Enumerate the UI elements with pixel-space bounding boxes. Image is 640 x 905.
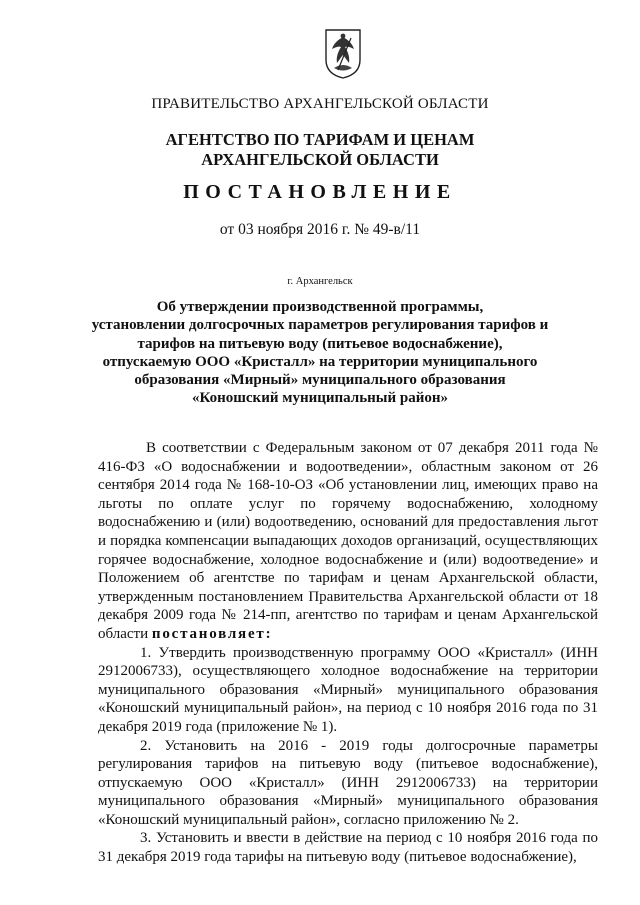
decree-subject <box>0 298 640 408</box>
subject-line: «Коношский муниципальный район» <box>191 390 449 407</box>
preamble-text: В соответствии с Федеральным законом от 07 декабря 2011 года № 416-ФЗ «О водоснабжении и водоотведении», областным законом от 26 сентября 2014 года № 168-10-ОЗ «Об установлении лиц, имеющих право на льготы по оплате услуг по горячему водоснабжению, холодному водоснабжению и (или) водоотведению, оснований для предоставления льгот и порядка компенсации выпадающих доходов организаций, осуществляющих горячее водоснабжение, холодное водоснабжение и (или) водоотведение» и Положением об агентстве по тарифам и ценам Архангельской области, утвержденным постановлением Правительства Архангельской области от 18 декабря 2009 года № 214-пп, агентство по тарифам и ценам Архангельской области <box>98 440 598 642</box>
agency-name <box>0 130 640 170</box>
agency-name-line2: АРХАНГЕЛЬСКОЙ ОБЛАСТИ <box>201 150 439 169</box>
government-name: ПРАВИТЕЛЬСТВО АРХАНГЕЛЬСКОЙ ОБЛАСТИ <box>151 96 489 112</box>
decree-date-number: от 03 ноября 2016 г. № 49-в/11 <box>219 221 421 238</box>
city: г. Архангельск <box>287 276 353 287</box>
item-3: 3. Установить и ввести в действие на период с 10 ноября 2016 года по 31 декабря 2019 года тарифы на питьевую воду (питьевое водоснабжение), <box>98 830 598 866</box>
subject-line: отпускаемую ООО «Кристалл» на территории муниципального <box>102 353 538 370</box>
document-type: ПОСТАНОВЛЕНИЕ <box>183 181 457 203</box>
agency-name-line1: АГЕНТСТВО ПО ТАРИФАМ И ЦЕНАМ <box>165 130 475 149</box>
subject-line: тарифов на питьевую воду (питьевое водоснабжение), <box>137 335 503 352</box>
resolves-word: постановляет: <box>151 625 273 642</box>
subject-line: Об утверждении производственной программы, <box>156 299 484 315</box>
item-2: 2. Установить на 2016 - 2019 годы долгосрочные параметры регулирования тарифов на питьевую воду (питьевое водоснабжение), отпускаемую ООО «Кристалл» (ИНН 2912006733) на территории муниципального образования «Мирный» муниципального образования «Коношский муниципальный район», согласно приложению № 2. <box>98 737 598 828</box>
subject-line: образования «Мирный» муниципального образования <box>134 372 506 389</box>
coat-of-arms-icon <box>324 28 362 80</box>
subject-line: установлении долгосрочных параметров регулирования тарифов и <box>91 317 549 334</box>
decree-body <box>98 439 598 867</box>
preamble-paragraph <box>98 439 598 644</box>
item-1: 1. Утвердить производственную программу ООО «Кристалл» (ИНН 2912006733), осуществляющего холодное водоснабжение на территории муниципального образования «Мирный» муниципального образования «Коношский муниципальный район», на период с 10 ноября 2016 года по 31 декабря 2019 года (приложение № 1). <box>98 644 598 735</box>
